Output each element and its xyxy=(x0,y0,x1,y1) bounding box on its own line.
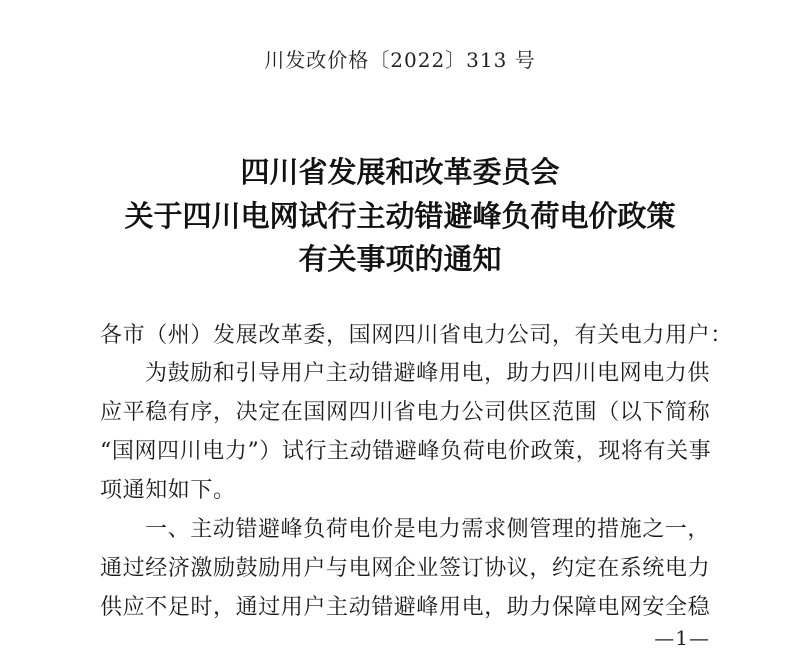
paragraph-2-line-2: 通过经济激励鼓励用户与电网企业签订协议，约定在系统电力 xyxy=(100,556,711,581)
paragraph-2-line-1: 一、主动错避峰负荷电价是电力需求侧管理的措施之一， xyxy=(145,517,711,542)
paragraph-2-line-3: 供应不足时，通过用户主动错避峰用电，助力保障电网安全稳 xyxy=(100,595,711,620)
paragraph-1-line-1: 为鼓励和引导用户主动错避峰用电，助力四川电网电力供 xyxy=(145,361,711,386)
title-line-2: 关于四川电网试行主动错避峰负荷电价政策 xyxy=(124,199,676,233)
paragraph-1-line-2: 应平稳有序，决定在国网四川省电力公司供区范围（以下简称 xyxy=(100,400,711,425)
document-number: 川发改价格〔2022〕313 号 xyxy=(264,48,536,72)
salutation: 各市（州）发展改革委，国网四川省电力公司，有关电力用户： xyxy=(100,323,733,348)
page-number: —1— xyxy=(654,626,710,650)
title-line-3: 有关事项的通知 xyxy=(298,242,502,276)
title-line-1: 四川省发展和改革委员会 xyxy=(240,155,560,189)
paragraph-1-line-3: “国网四川电力”）试行主动错避峰负荷电价政策，现将有关事 xyxy=(100,439,712,464)
paragraph-1-line-4: 项通知如下。 xyxy=(100,478,236,503)
